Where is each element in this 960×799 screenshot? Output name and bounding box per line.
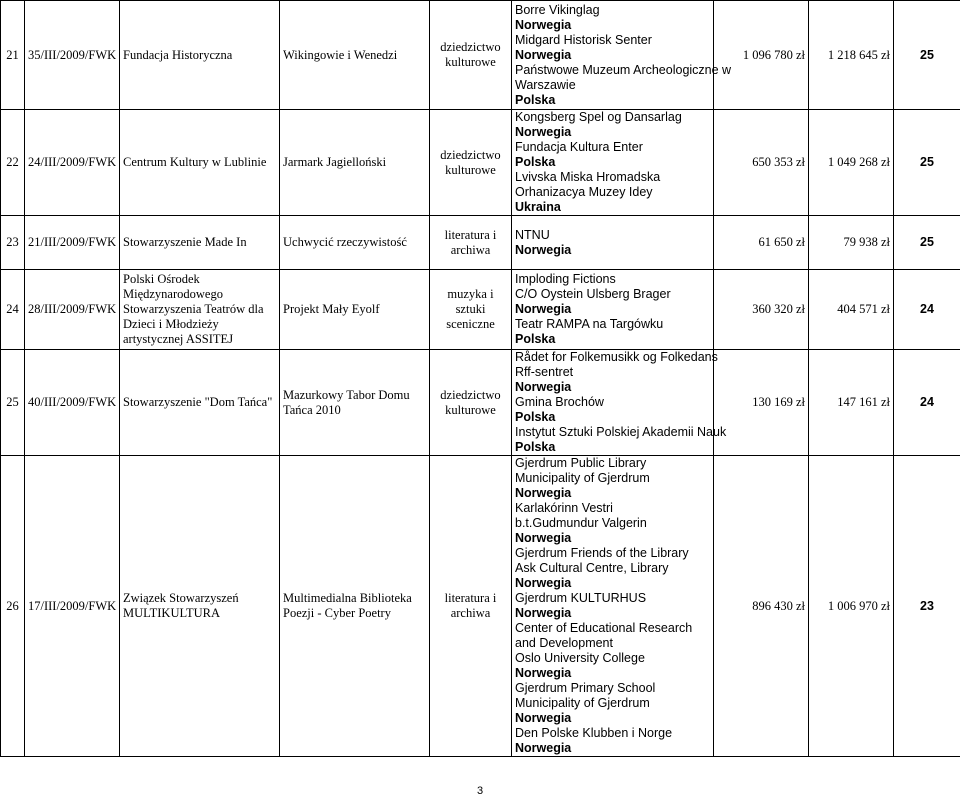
partners-list	[512, 110, 714, 216]
partner-name: and Development	[515, 636, 613, 650]
partner-name: Municipality of Gjerdrum	[515, 696, 650, 710]
partner-name: b.t.Gudmundur Valgerin	[515, 516, 647, 530]
row-number: 25	[1, 350, 25, 456]
partner-country: Norwegia	[515, 666, 572, 680]
project-title: Jarmark Jagielloński	[280, 110, 430, 216]
table-row	[1, 270, 960, 350]
score-points: 24	[894, 270, 960, 350]
applicant-name: Polski Ośrodek Międzynarodowego Stowarzyszenia Teatrów dla Dzieci i Młodzieży artystycznej ASSITEJ	[120, 270, 280, 350]
page-number: 3	[476, 785, 484, 797]
partner-name: Rådet for Folkemusikk og Folkedans	[515, 350, 718, 364]
partner-country: Norwegia	[515, 380, 572, 394]
partner-name: NTNU	[515, 227, 550, 242]
partner-country: Norwegia	[515, 125, 572, 139]
partner-country: Polska	[515, 92, 556, 107]
table-row	[1, 456, 960, 757]
applicant-name: Fundacja Historyczna	[120, 1, 280, 110]
project-category: dziedzictwo kulturowe	[430, 350, 512, 456]
partner-name: Gjerdrum KULTURHUS	[515, 591, 647, 605]
partner-country: Norwegia	[515, 47, 572, 62]
applicant-name: Centrum Kultury w Lublinie	[120, 110, 280, 216]
project-category: muzyka i sztuki sceniczne	[430, 270, 512, 350]
application-ref: 40/III/2009/FWK	[25, 350, 120, 456]
project-category: literatura i archiwa	[430, 456, 512, 757]
row-number: 23	[1, 216, 25, 270]
score-points: 25	[894, 110, 960, 216]
partner-name: Gjerdrum Primary School	[515, 681, 656, 695]
grant-amount: 130 169 zł	[714, 350, 809, 456]
partner-name: Rff-sentret	[515, 365, 574, 379]
partner-name: Fundacja Kultura Enter	[515, 140, 643, 154]
partner-country: Norwegia	[515, 302, 572, 316]
total-cost: 1 049 268 zł	[809, 110, 894, 216]
total-cost: 147 161 zł	[809, 350, 894, 456]
partner-country: Norwegia	[515, 606, 572, 620]
row-number: 24	[1, 270, 25, 350]
total-cost: 404 571 zł	[809, 270, 894, 350]
grant-amount: 896 430 zł	[714, 456, 809, 757]
total-cost: 79 938 zł	[809, 216, 894, 270]
partner-country: Norwegia	[515, 486, 572, 500]
project-title: Uchwycić rzeczywistość	[280, 216, 430, 270]
partners-list	[512, 350, 727, 456]
partner-name: Państwowe Muzeum Archeologiczne w	[515, 62, 732, 77]
grant-amount: 650 353 zł	[714, 110, 809, 216]
application-ref: 28/III/2009/FWK	[25, 270, 120, 350]
partner-name: Warszawie	[515, 77, 576, 92]
project-category: dziedzictwo kulturowe	[430, 110, 512, 216]
partner-name: Gjerdrum Friends of the Library	[515, 546, 689, 560]
project-title: Projekt Mały Eyolf	[280, 270, 430, 350]
score-points: 25	[894, 1, 960, 110]
grant-amount: 61 650 zł	[714, 216, 809, 270]
partner-country: Polska	[515, 332, 556, 346]
row-number: 22	[1, 110, 25, 216]
partners-list	[512, 216, 714, 270]
partners-list	[512, 456, 714, 757]
grants-table-body	[1, 1, 960, 757]
partner-country: Norwegia	[515, 242, 572, 257]
partner-name: Instytut Sztuki Polskiej Akademii Nauk	[515, 425, 727, 439]
table-row	[1, 216, 960, 270]
application-ref: 21/III/2009/FWK	[25, 216, 120, 270]
table-row	[1, 1, 960, 110]
project-title: Multimedialna Biblioteka Poezji - Cyber Poetry	[280, 456, 430, 757]
project-title: Mazurkowy Tabor Domu Tańca 2010	[280, 350, 430, 456]
partner-name: Teatr RAMPA na Targówku	[515, 317, 664, 331]
partner-name: Midgard Historisk Senter	[515, 32, 652, 47]
partner-name: Oslo University College	[515, 651, 645, 665]
applicant-name: Stowarzyszenie "Dom Tańca"	[120, 350, 280, 456]
partner-country: Norwegia	[515, 741, 572, 755]
total-cost: 1 006 970 zł	[809, 456, 894, 757]
grant-amount: 1 096 780 zł	[714, 1, 809, 110]
table-row	[1, 110, 960, 216]
partner-name: Municipality of Gjerdrum	[515, 471, 650, 485]
partner-name: Den Polske Klubben i Norge	[515, 726, 673, 740]
partner-country: Norwegia	[515, 576, 572, 590]
application-ref: 24/III/2009/FWK	[25, 110, 120, 216]
partner-name: Center of Educational Research	[515, 621, 693, 635]
grant-amount: 360 320 zł	[714, 270, 809, 350]
partner-country: Ukraina	[515, 200, 561, 214]
total-cost: 1 218 645 zł	[809, 1, 894, 110]
application-ref: 17/III/2009/FWK	[25, 456, 120, 757]
partner-name: Lvivska Miska Hromadska	[515, 170, 661, 184]
score-points: 25	[894, 216, 960, 270]
partners-list	[512, 1, 732, 110]
applicant-name: Związek Stowarzyszeń MULTIKULTURA	[120, 456, 280, 757]
partner-name: C/O Oystein Ulsberg Brager	[515, 287, 671, 301]
partner-country: Polska	[515, 410, 556, 424]
table-row	[1, 350, 960, 456]
score-points: 24	[894, 350, 960, 456]
partner-name: Kongsberg Spel og Dansarlag	[515, 110, 682, 124]
partner-country: Norwegia	[515, 17, 572, 32]
partner-name: Imploding Fictions	[515, 272, 616, 286]
partner-name: Karlakórinn Vestri	[515, 501, 613, 515]
partner-name: Ask Cultural Centre, Library	[515, 561, 669, 575]
applicant-name: Stowarzyszenie Made In	[120, 216, 280, 270]
partner-name: Gjerdrum Public Library	[515, 456, 647, 470]
partner-country: Norwegia	[515, 711, 572, 725]
partner-country: Norwegia	[515, 531, 572, 545]
partner-name: Borre Vikinglag	[515, 2, 600, 17]
application-ref: 35/III/2009/FWK	[25, 1, 120, 110]
partner-name: Orhanizacya Muzey Idey	[515, 185, 653, 199]
partners-list	[512, 270, 714, 350]
project-category: dziedzictwo kulturowe	[430, 1, 512, 110]
partner-name: Gmina Brochów	[515, 395, 604, 409]
row-number: 21	[1, 1, 25, 110]
project-category: literatura i archiwa	[430, 216, 512, 270]
partner-country: Polska	[515, 155, 556, 169]
score-points: 23	[894, 456, 960, 757]
row-number: 26	[1, 456, 25, 757]
project-title: Wikingowie i Wenedzi	[280, 1, 430, 110]
partner-country: Polska	[515, 440, 556, 454]
